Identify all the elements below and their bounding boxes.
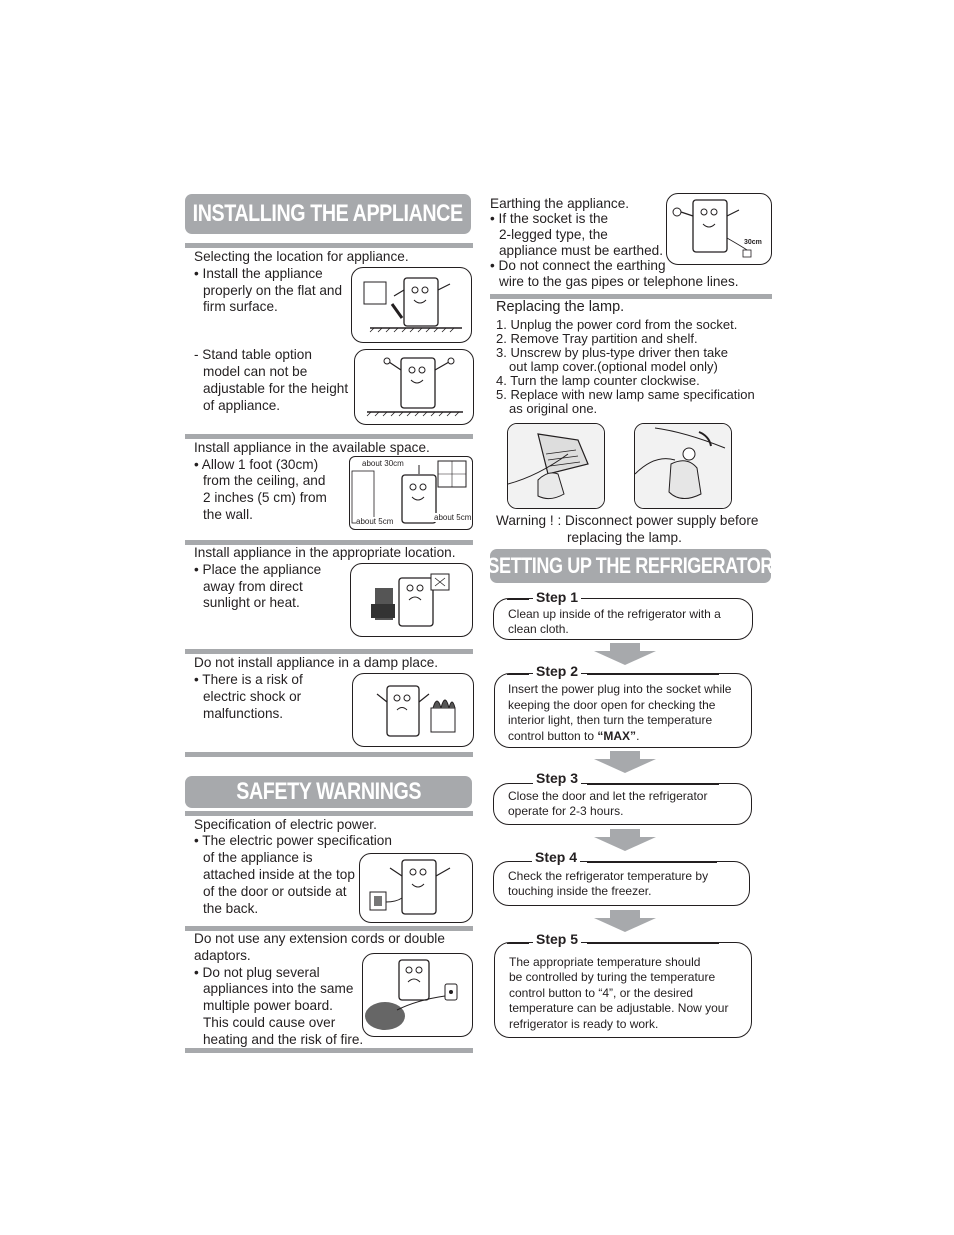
extension-heading-1: Do not use any extension cords or double xyxy=(194,931,445,946)
stand-line-1: - Stand table option xyxy=(194,347,312,362)
extension-bullet-3: multiple power board. xyxy=(203,998,333,1013)
step-5-title: Step 5 xyxy=(533,931,581,947)
earthing-line-4: appliance must be earthed. xyxy=(499,243,663,258)
power-bullet-1: • The electric power specification xyxy=(194,833,392,848)
step-2-tail: . xyxy=(636,729,640,743)
lamp-step-5b: as original one. xyxy=(509,401,598,416)
step-1-line-1: Clean up inside of the refrigerator with a xyxy=(508,607,721,621)
earthing-line-5: • Do not connect the earthing xyxy=(490,258,666,273)
stand-line-2: model can not be xyxy=(203,364,308,379)
space-label-top: about 30cm xyxy=(362,459,404,468)
safety-warnings-title: SAFETY WARNINGS xyxy=(236,778,421,805)
lamp-step-1: 1. Unplug the power cord from the socket. xyxy=(496,317,738,332)
step-1-line-2: clean cloth. xyxy=(508,622,569,636)
setting-up-banner xyxy=(487,549,774,583)
extension-bullet-1: • Do not plug several xyxy=(194,965,320,980)
appropriate-bullet-1: • Place the appliance xyxy=(194,562,322,577)
arrow-down-icon xyxy=(594,829,656,851)
damp-bullet-2: electric shock or xyxy=(203,689,302,704)
step-2-line-1: Insert the power plug into the socket while xyxy=(508,682,732,696)
extension-heading-2: adaptors. xyxy=(194,948,251,963)
power-bullet-3: attached inside at the top xyxy=(203,867,355,882)
lamp-step-3b: out lamp cover.(optional model only) xyxy=(509,359,718,374)
step-3-line xyxy=(587,784,719,785)
earthing-line-1: Earthing the appliance. xyxy=(490,196,630,211)
max-emphasis: “MAX” xyxy=(597,729,637,743)
setting-up-title: SETTING UP THE REFRIGERATOR xyxy=(487,553,774,578)
stand-table-illustration xyxy=(354,349,474,425)
appropriate-bullet-2: away from direct xyxy=(203,579,303,594)
extension-bullet-4: This could cause over xyxy=(203,1015,336,1030)
lamp-step-5: 5. Replace with new lamp same specification xyxy=(496,387,755,402)
power-heading: Specification of electric power. xyxy=(194,817,377,832)
step-4-line-2: touching inside the freezer. xyxy=(508,884,652,898)
space-label-left: about 5cm xyxy=(356,517,394,526)
lamp-warning-1: Warning ! : Disconnect power supply before xyxy=(496,513,759,528)
damp-heading: Do not install appliance in a damp place. xyxy=(194,655,439,670)
lamp-cover-photo xyxy=(507,423,605,509)
sunlight-heat-illustration xyxy=(350,563,473,637)
step-3-title: Step 3 xyxy=(533,770,581,786)
location-bullet-3: firm surface. xyxy=(203,299,278,314)
damp-bullet-3: malfunctions. xyxy=(203,706,284,721)
location-bullet-1: • Install the appliance xyxy=(194,266,323,281)
arrow-down-icon xyxy=(594,910,656,932)
step-4-line xyxy=(587,862,717,863)
space-bullet-1: • Allow 1 foot (30cm) xyxy=(194,457,319,472)
step-3-line-2: operate for 2-3 hours. xyxy=(508,804,624,818)
installing-appliance-title: INSTALLING THE APPLIANCE xyxy=(192,200,464,227)
step-3-line-1: Close the door and let the refrigerator xyxy=(508,789,708,803)
step-5-line-1: The appropriate temperature should xyxy=(509,955,701,969)
step-5-line-5: refrigerator is ready to work. xyxy=(509,1017,659,1031)
power-bullet-4: of the door or outside at xyxy=(203,884,347,899)
step-2-line-2: keeping the door open for checking the xyxy=(508,698,716,712)
step-4-title: Step 4 xyxy=(532,849,580,865)
power-bullet-2: of the appliance is xyxy=(203,850,313,865)
step-2-line-4-text: control button to xyxy=(508,729,598,743)
power-spec-illustration xyxy=(359,853,473,923)
arrow-down-icon xyxy=(594,643,656,665)
lamp-step-4: 4. Turn the lamp counter clockwise. xyxy=(496,373,700,388)
space-bullet-2: from the ceiling, and xyxy=(203,473,326,488)
earthing-distance-label: 30cm xyxy=(744,239,762,246)
step-5-line-3: control button to “4”, or the desired xyxy=(509,986,694,1000)
divider xyxy=(185,752,473,757)
space-bullet-4: the wall. xyxy=(203,507,253,522)
stand-line-3: adjustable for the height xyxy=(203,381,349,396)
step-2-line-3: interior light, then turn the temperature xyxy=(508,713,713,727)
appropriate-bullet-3: sunlight or heat. xyxy=(203,595,300,610)
step-1-line xyxy=(507,599,529,600)
lamp-step-3: 3. Unscrew by plus-type driver then take xyxy=(496,345,728,360)
lamp-warning-2: replacing the lamp. xyxy=(567,530,682,545)
step-4-line-1: Check the refrigerator temperature by xyxy=(508,869,709,883)
lamp-heading: Replacing the lamp. xyxy=(496,299,625,315)
earthing-line-2: • If the socket is the xyxy=(490,211,609,226)
extension-cord-illustration xyxy=(362,953,473,1037)
stand-line-4: of appliance. xyxy=(203,398,281,413)
step-2-title: Step 2 xyxy=(533,663,581,679)
location-heading: Selecting the location for appliance. xyxy=(194,249,409,264)
damp-place-illustration xyxy=(352,673,474,747)
lamp-step-2: 2. Remove Tray partition and shelf. xyxy=(496,331,698,346)
divider xyxy=(185,1048,473,1053)
lamp-bulb-photo xyxy=(634,423,732,509)
step-5-line xyxy=(507,943,529,944)
extension-bullet-5: heating and the risk of fire. xyxy=(203,1032,364,1047)
step-5-line-right xyxy=(587,943,719,944)
appropriate-heading: Install appliance in the appropriate location. xyxy=(194,545,456,560)
installing-appliance-banner xyxy=(185,194,471,234)
step-5-line-4: temperature can be adjustable. Now your xyxy=(509,1001,729,1015)
damp-bullet-1: • There is a risk of xyxy=(194,672,303,687)
earthing-line-3: 2-legged type, the xyxy=(499,227,608,242)
earthing-illustration xyxy=(666,193,772,265)
step-1-title: Step 1 xyxy=(533,589,581,605)
space-bullet-3: 2 inches (5 cm) from xyxy=(203,490,327,505)
step-5-line-2: be controlled by turing the temperature xyxy=(509,970,716,984)
step-2-line-4 xyxy=(508,729,639,745)
space-label-right: about 5cm xyxy=(434,513,472,522)
step-2-line xyxy=(507,674,529,675)
space-heading: Install appliance in the available space. xyxy=(194,440,430,455)
earthing-line-6: wire to the gas pipes or telephone lines. xyxy=(499,274,739,289)
safety-warnings-banner xyxy=(185,776,472,808)
arrow-down-icon xyxy=(594,751,656,773)
location-bullet-2: properly on the flat and xyxy=(203,283,343,298)
extension-bullet-2: appliances into the same xyxy=(203,981,354,996)
flat-surface-illustration xyxy=(351,267,472,343)
step-2-line-right xyxy=(587,674,719,675)
power-bullet-5: the back. xyxy=(203,901,259,916)
